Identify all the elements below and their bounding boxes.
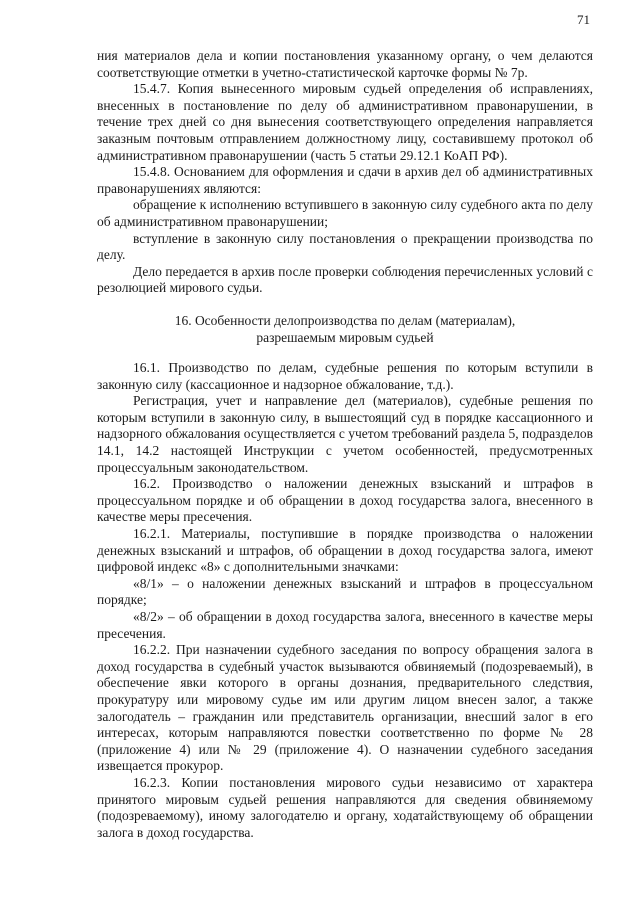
page-number: 71 <box>577 12 590 27</box>
paragraph-15-4-7: 15.4.7. Копия вынесенного мировым судьей определения об исправлениях, внесенных в постановление по делу об административном правонарушении, в течение трех дней со дня вынесения соответствующего определения направляется заказным почтовым отправлением должностному лицу, составившему протокол об административном правонарушении (часть 5 статьи 29.12.1 КоАП РФ). <box>97 81 593 163</box>
paragraph-15-4-8: 15.4.8. Основанием для оформления и сдачи в архив дел об административных правонарушениях являются: <box>97 164 593 196</box>
paragraph-list-item: «8/1» – о наложении денежных взысканий и штрафов в процессуальном порядке; <box>97 575 593 608</box>
paragraph-16-1: 16.1. Производство по делам, судебные решения по которым вступили в законную силу (кассационное и надзорное обжалование, т.д.). <box>97 360 593 392</box>
paragraph-16-2-3: 16.2.3. Копии постановления мирового судьи независимо от характера принятого мировым судьей решения направляются для сведения обвиняемому (подозреваемому), иному залогодателю и органу, ходатайствующему об обращении залога в доход государства. <box>97 774 593 840</box>
section-heading <box>97 313 593 346</box>
section-heading-line: разрешаемым мировым судьей <box>256 329 434 345</box>
document-body <box>97 48 593 841</box>
paragraph-16-2-2: 16.2.2. При назначении судебного заседания по вопросу обращения залога в доход государства в судебный участок вызываются обвиняемый (подозреваемый), в обеспечение явки которого в органы дознания, предварительного следствия, прокуратуру или мировому судье им или другим лицом внесен залог, а также залогодатель – гражданин или представитель организации, внесший залог в его интересах, которым направляются повестки соответственно по форме № 28 (приложение 4) или № 29 (приложение 4). О назначении судебного заседания извещается прокурор. <box>97 642 593 774</box>
paragraph-list-item: вступление в законную силу постановления о прекращении производства по делу. <box>97 230 593 263</box>
paragraph-16-2: 16.2. Производство о наложении денежных взысканий и штрафов в процессуальном порядке и об обращении в доход государства залога, внесенного в качестве меры пресечения. <box>97 476 593 525</box>
paragraph-16-2-1: 16.2.1. Материалы, поступившие в порядке производства о наложении денежных взысканий и штрафов, об обращении в доход государства залога, имеют цифровой индекс «8» с дополнительными значками: <box>97 526 593 575</box>
paragraph: ния материалов дела и копии постановления указанному органу, о чем делаются соответствующие отметки в учетно-статистической карточке формы № 7р. <box>97 48 593 80</box>
section-heading-line: 16. Особенности делопроизводства по делам (материалам), <box>174 312 516 328</box>
paragraph-list-item: обращение к исполнению вступившего в законную силу судебного акта по делу об административном правонарушении; <box>97 197 593 229</box>
paragraph: Дело передается в архив после проверки соблюдения перечисленных условий с резолюцией мирового судьи. <box>97 263 593 296</box>
paragraph-list-item: «8/2» – об обращении в доход государства залога, внесенного в качестве меры пресечения. <box>97 609 593 641</box>
paragraph: Регистрация, учет и направление дел (материалов), судебные решения по которым вступили в законную силу, в вышестоящий суд в порядке кассационного и надзорного обжалования осуществляется с учетом требований раздела 5, подразделов 14.1, 14.2 настоящей Инструкции с учетом особенностей, предусмотренных процессуальным законодательством. <box>97 393 593 475</box>
